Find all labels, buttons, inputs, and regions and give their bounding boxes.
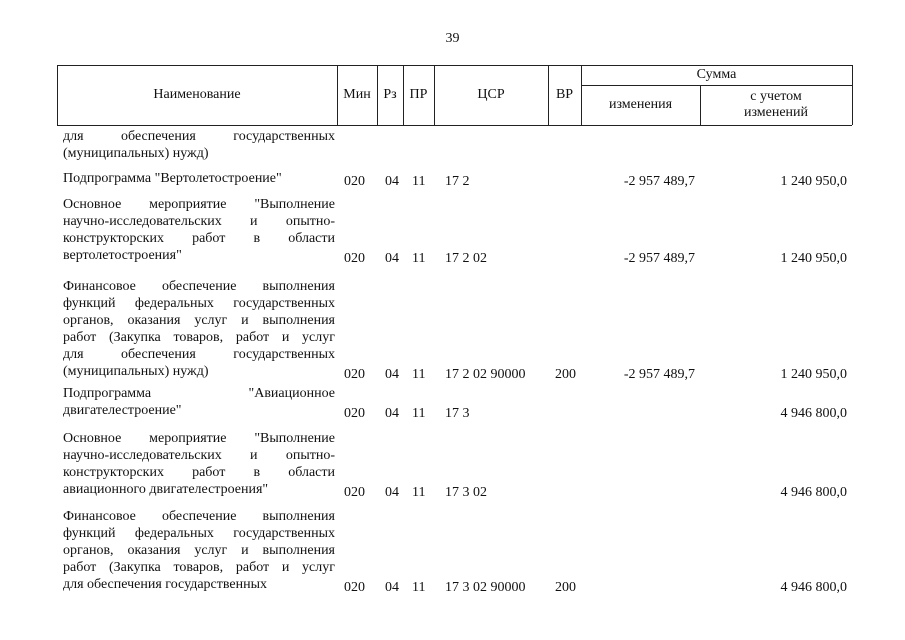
row-total: 4 946 800,0 [780, 406, 847, 421]
row-change: -2 957 489,7 [623, 174, 695, 189]
row-name-line: функций федеральных государственных [63, 296, 335, 311]
col-border [852, 65, 853, 125]
row-name-line: Подпрограмма "Авиационное [63, 386, 335, 401]
row-min: 020 [344, 485, 365, 500]
row-name-line: конструкторских работ в области [63, 465, 335, 480]
row-name-line: Финансовое обеспечение выполнения [63, 509, 335, 524]
row-csr: 17 2 02 [445, 251, 487, 266]
row-pr: 11 [412, 406, 426, 421]
row-total: 1 240 950,0 [780, 174, 847, 189]
row-name-line: (муниципальных) нужд) [63, 146, 209, 161]
row-total: 4 946 800,0 [780, 485, 847, 500]
row-change: -2 957 489,7 [623, 251, 695, 266]
header-pr: ПР [409, 87, 428, 102]
row-name [63, 278, 335, 380]
header-rz: Рз [383, 87, 397, 102]
row-name-line: работ (Закупка товаров, работ и услуг [63, 560, 335, 575]
row-name-line: для обеспечения государственных [63, 347, 335, 362]
row-csr: 17 2 [445, 174, 470, 189]
row-name-line: работ (Закупка товаров, работ и услуг [63, 330, 335, 345]
row-name-line: органов, оказания услуг и выполнения [63, 313, 335, 328]
row-name-line: двигателестроение" [63, 403, 182, 418]
row-pr: 11 [412, 580, 426, 595]
header-sum: Сумма [696, 67, 737, 82]
row-name-line: Подпрограмма "Вертолетостроение" [63, 171, 282, 186]
row-pr: 11 [412, 174, 426, 189]
row-min: 020 [344, 251, 365, 266]
row-csr: 17 3 02 90000 [445, 580, 526, 595]
row-rz: 04 [385, 580, 399, 595]
row-rz: 04 [385, 251, 399, 266]
row-name-line: функций федеральных государственных [63, 526, 335, 541]
row-min: 020 [344, 580, 365, 595]
row-total: 1 240 950,0 [780, 367, 847, 382]
page-number: 39 [445, 31, 460, 46]
row-name-line: научно-исследовательских и опытно- [63, 214, 335, 229]
row-rz: 04 [385, 174, 399, 189]
row-name [63, 128, 335, 162]
row-name-line: Основное мероприятие "Выполнение [63, 197, 335, 212]
row-name-line: для обеспечения государственных [63, 129, 335, 144]
row-pr: 11 [412, 251, 426, 266]
header-bottom-border [57, 125, 852, 126]
row-name-line: научно-исследовательских и опытно- [63, 448, 335, 463]
row-rz: 04 [385, 367, 399, 382]
row-name-line: авиационного двигателестроения" [63, 482, 269, 497]
header-min: Мин [343, 87, 371, 102]
row-min: 020 [344, 406, 365, 421]
row-change: -2 957 489,7 [623, 367, 695, 382]
row-min: 020 [344, 174, 365, 189]
row-name [63, 430, 335, 498]
row-name-line: вертолетостроения" [63, 248, 182, 263]
row-vr: 200 [555, 367, 576, 382]
row-name-line: органов, оказания услуг и выполнения [63, 543, 335, 558]
row-total: 1 240 950,0 [780, 251, 847, 266]
header-with-changes: с учетом изменений [743, 89, 809, 120]
header-csr: ЦСР [477, 87, 505, 102]
row-rz: 04 [385, 485, 399, 500]
row-name [63, 508, 335, 593]
row-name-line: Основное мероприятие "Выполнение [63, 431, 335, 446]
row-csr: 17 3 02 [445, 485, 487, 500]
row-csr: 17 2 02 90000 [445, 367, 526, 382]
row-name-line: Финансовое обеспечение выполнения [63, 279, 335, 294]
row-name-line: для обеспечения государственных [63, 577, 267, 592]
row-vr: 200 [555, 580, 576, 595]
row-name [63, 385, 335, 419]
header-changes: изменения [608, 97, 673, 112]
row-rz: 04 [385, 406, 399, 421]
row-total: 4 946 800,0 [780, 580, 847, 595]
row-name [63, 196, 335, 264]
row-pr: 11 [412, 485, 426, 500]
row-csr: 17 3 [445, 406, 470, 421]
header-vr: ВР [555, 87, 574, 102]
row-name-line: конструкторских работ в области [63, 231, 335, 246]
row-name [63, 170, 335, 187]
row-min: 020 [344, 367, 365, 382]
row-pr: 11 [412, 367, 426, 382]
header-name: Наименование [153, 87, 241, 102]
row-name-line: (муниципальных) нужд) [63, 364, 209, 379]
